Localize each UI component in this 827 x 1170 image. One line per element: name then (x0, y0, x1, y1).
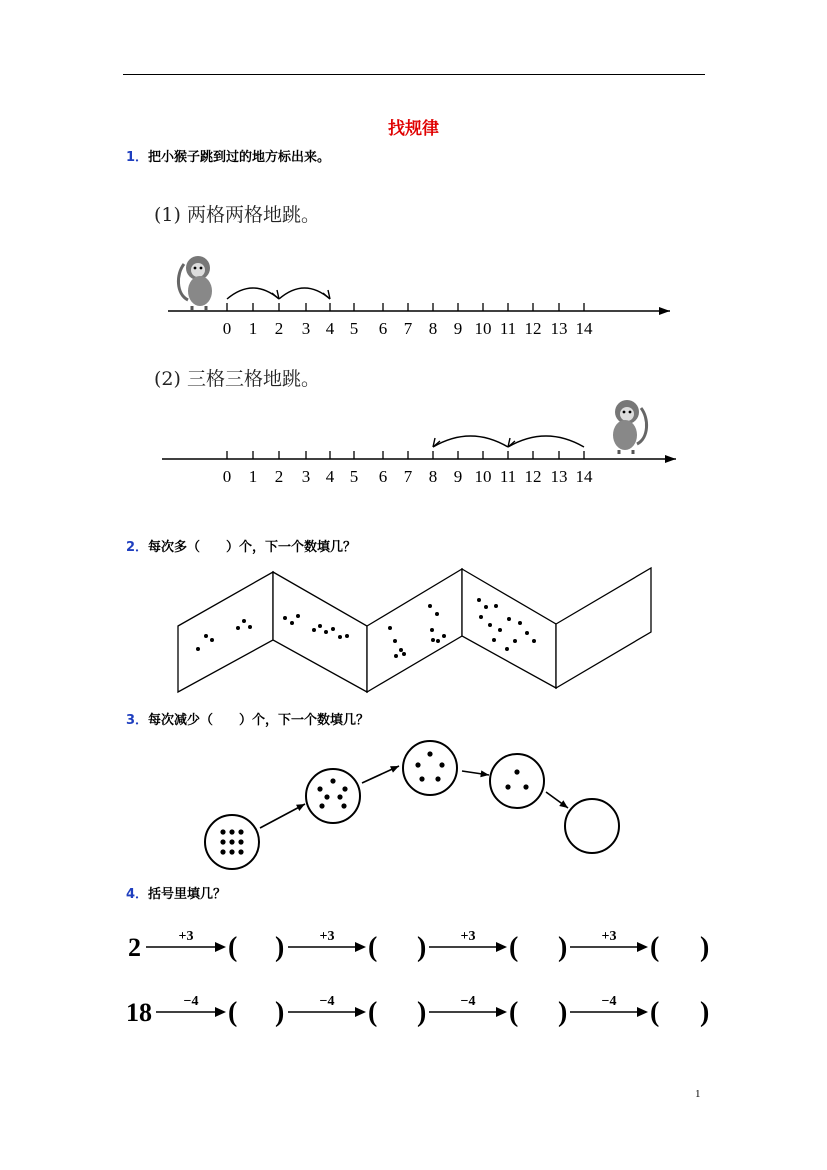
chain-arrowhead (355, 942, 366, 952)
tick-label: 3 (301, 319, 311, 338)
blank-close-paren: ) (558, 932, 568, 963)
tick-label: 13 (550, 319, 568, 338)
op-label: −4 (183, 994, 199, 1009)
tick-label: 6 (378, 467, 388, 486)
chain-row-2 (126, 994, 709, 1028)
tick-label: 4 (325, 467, 335, 486)
start-number: 18 (126, 998, 152, 1027)
tick-label: 2 (274, 467, 284, 486)
question-number: 4． (126, 887, 149, 902)
chain-arrowhead (496, 1007, 507, 1017)
tick-label: 5 (349, 467, 359, 486)
tick-label: 12 (524, 319, 542, 338)
tick-label: 12 (524, 467, 542, 486)
chain-row-1 (128, 929, 709, 963)
question-text: 每次多（ ）个，下一个数填几？ (148, 540, 357, 555)
tick-label: 7 (403, 467, 413, 486)
blank-open-paren: ( (509, 932, 519, 963)
blank-close-paren: ) (700, 932, 710, 963)
op-label: +3 (319, 929, 335, 944)
blank-close-paren: ) (275, 997, 285, 1028)
tick-label: 7 (403, 319, 413, 338)
tick-label: 10 (474, 467, 492, 486)
tick-label: 14 (575, 467, 593, 486)
tick-label: 13 (550, 467, 568, 486)
start-number: 2 (128, 933, 141, 962)
blank-open-paren: ( (650, 997, 660, 1028)
q1-part1-label: (1) 两格两格地跳。 (154, 204, 320, 226)
op-label: +3 (601, 929, 617, 944)
chain-arrowhead (215, 1007, 226, 1017)
blank-open-paren: ( (228, 932, 238, 963)
chain-arrowhead (496, 942, 507, 952)
tick-label: 1 (248, 467, 258, 486)
tick-label: 1 (248, 319, 258, 338)
tick-label: 5 (349, 319, 359, 338)
tick-label: 0 (222, 319, 232, 338)
blank-open-paren: ( (368, 932, 378, 963)
op-label: −4 (601, 994, 617, 1009)
blank-close-paren: ) (275, 932, 285, 963)
tick-label: 4 (325, 319, 335, 338)
tick-label: 9 (453, 319, 463, 338)
question-number: 2． (126, 540, 149, 555)
page-number: 1 (695, 1088, 701, 1100)
blank-close-paren: ) (417, 932, 427, 963)
tick-label: 10 (474, 319, 492, 338)
tick-label: 6 (378, 319, 388, 338)
tick-label: 8 (428, 319, 438, 338)
blank-open-paren: ( (509, 997, 519, 1028)
chain-arrowhead (637, 942, 648, 952)
blank-close-paren: ) (700, 997, 710, 1028)
blank-open-paren: ( (368, 997, 378, 1028)
blank-close-paren: ) (417, 997, 427, 1028)
blank-close-paren: ) (558, 997, 568, 1028)
blank-open-paren: ( (228, 997, 238, 1028)
op-label: −4 (460, 994, 476, 1009)
chain-arrowhead (215, 942, 226, 952)
op-label: +3 (460, 929, 476, 944)
question-text: 括号里填几？ (148, 887, 227, 902)
question-text: 每次减少（ ）个，下一个数填几？ (148, 713, 370, 728)
tick-label: 11 (499, 467, 517, 486)
chain-arrowhead (355, 1007, 366, 1017)
tick-label: 14 (575, 319, 593, 338)
question-number: 1． (126, 150, 149, 165)
q1-part2-label: (2) 三格三格地跳。 (154, 368, 320, 390)
question-text: 把小猴子跳到过的地方标出来。 (148, 150, 331, 165)
tick-label: 11 (499, 319, 517, 338)
blank-open-paren: ( (650, 932, 660, 963)
op-label: +3 (178, 929, 194, 944)
op-label: −4 (319, 994, 335, 1009)
tick-label: 0 (222, 467, 232, 486)
chain-arrowhead (637, 1007, 648, 1017)
tick-label: 2 (274, 319, 284, 338)
tick-label: 3 (301, 467, 311, 486)
tick-label: 9 (453, 467, 463, 486)
question-number: 3． (126, 713, 149, 728)
page-title: 找规律 (388, 119, 439, 139)
tick-label: 8 (428, 467, 438, 486)
